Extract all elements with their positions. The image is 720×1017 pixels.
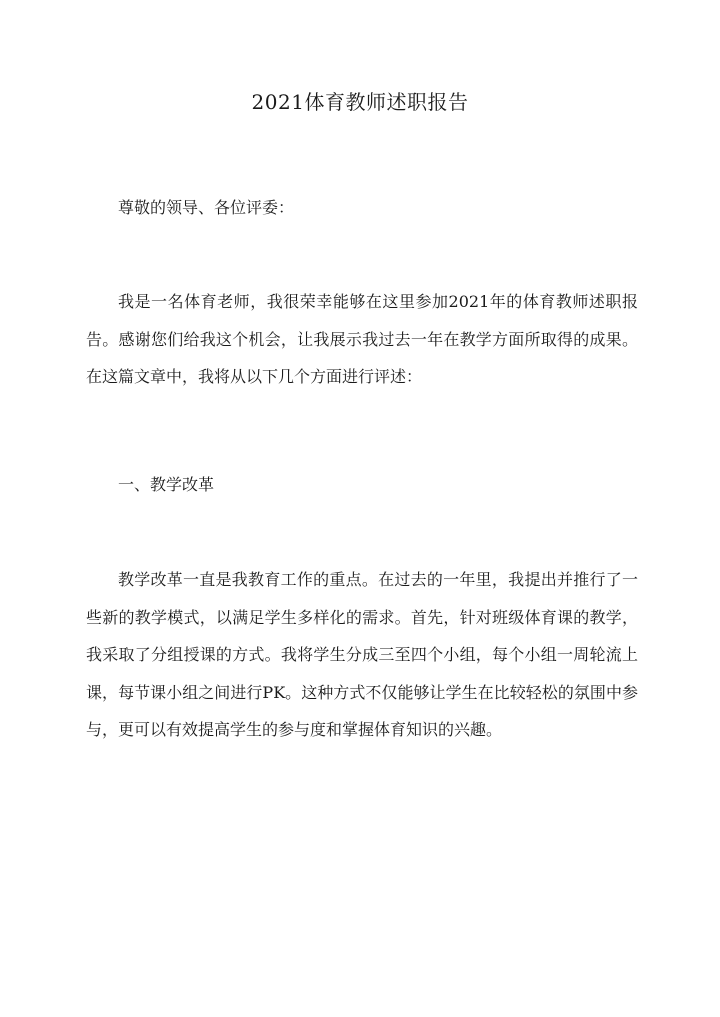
- section-body-paragraph: 教学改革一直是我教育工作的重点。在过去的一年里，我提出并推行了一些新的教学模式，以满足学生多样化的需求。首先，针对班级体育课的教学，我采取了分组授课的方式。我将学生分成三至四个小组，每个小组一周轮流上课，每节课小组之间进行PK。这种方式不仅能够让学生在比较轻松的氛围中参与，更可以有效提高学生的参与度和掌握体育知识的兴趣。: [86, 570, 638, 739]
- salutation-paragraph: 尊敬的领导、各位评委：: [118, 198, 295, 217]
- section-heading: 一、教学改革: [118, 475, 215, 494]
- document-title: 2021体育教师述职报告: [251, 90, 469, 114]
- intro-paragraph: 我是一名体育老师，我很荣幸能够在这里参加2021年的体育教师述职报告。感谢您们给我这个机会，让我展示我过去一年在教学方面所取得的成果。在这篇文章中，我将从以下几个方面进行评述：: [86, 292, 638, 386]
